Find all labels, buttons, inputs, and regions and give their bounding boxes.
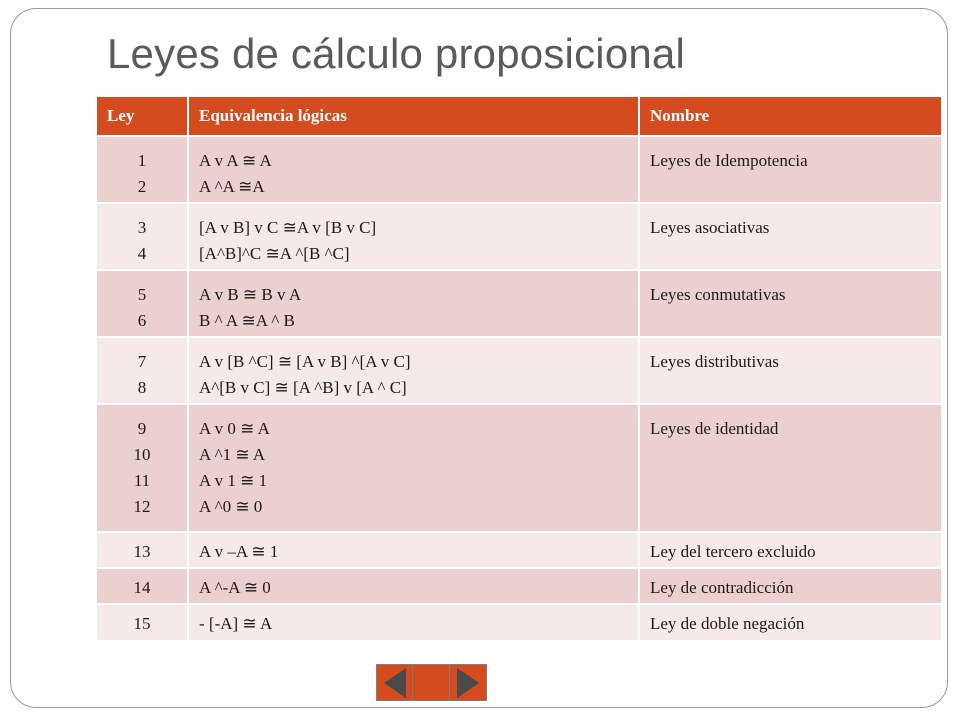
law-number: 7	[137, 352, 147, 371]
next-slide-button[interactable]	[450, 664, 487, 701]
law-name: Leyes distributivas	[639, 337, 941, 404]
law-number: 3	[137, 218, 147, 237]
header-equivalencia: Equivalencia lógicas	[188, 97, 639, 136]
table-header-row	[97, 97, 941, 136]
law-equivalences	[188, 337, 639, 404]
table-row	[97, 270, 941, 337]
previous-slide-button[interactable]	[376, 664, 413, 701]
law-number: 14	[97, 568, 188, 604]
table-row	[97, 203, 941, 270]
law-number: 2	[137, 177, 147, 196]
law-numbers	[97, 203, 188, 270]
header-ley: Ley	[97, 97, 188, 136]
equivalence: A ^1 ≅ A	[199, 445, 266, 464]
table-row	[97, 568, 941, 604]
law-number: 11	[133, 471, 151, 490]
law-numbers	[97, 270, 188, 337]
table-row	[97, 337, 941, 404]
law-name: Leyes de identidad	[639, 404, 941, 532]
law-number: 10	[133, 445, 151, 464]
header-nombre: Nombre	[639, 97, 941, 136]
law-name: Ley de doble negación	[639, 604, 941, 640]
law-number: 6	[137, 311, 147, 330]
equivalence: A v B ≅ B v A	[199, 285, 302, 304]
law-name: Leyes asociativas	[639, 203, 941, 270]
equivalence: A v 1 ≅ 1	[199, 471, 268, 490]
table-row	[97, 136, 941, 203]
law-equivalences	[188, 404, 639, 532]
equivalence: B ^ A ≅A ^ B	[199, 311, 295, 330]
law-numbers	[97, 136, 188, 203]
law-name: Ley del tercero excluido	[639, 532, 941, 568]
slide-navigation	[376, 664, 488, 701]
law-numbers	[97, 404, 188, 532]
law-number: 12	[133, 497, 151, 516]
equivalence: A ^A ≅A	[199, 177, 265, 196]
law-numbers	[97, 337, 188, 404]
equivalence: A^[B v C] ≅ [A ^B] v [A ^ C]	[199, 378, 407, 397]
law-equivalences	[188, 270, 639, 337]
equivalence: A v 0 ≅ A	[199, 419, 270, 438]
law-number: 9	[137, 419, 147, 438]
law-number: 1	[137, 151, 147, 170]
equivalence: [A^B]^C ≅A ^[B ^C]	[199, 244, 350, 263]
law-number: 15	[97, 604, 188, 640]
law-name: Ley de contradicción	[639, 568, 941, 604]
law-equivalences	[188, 136, 639, 203]
law-equivalence: A ^-A ≅ 0	[188, 568, 639, 604]
next-arrow-icon	[457, 668, 479, 698]
previous-arrow-icon	[384, 668, 406, 698]
law-equivalence: A v –A ≅ 1	[188, 532, 639, 568]
law-number: 4	[137, 244, 147, 263]
law-number: 5	[137, 285, 147, 304]
laws-table	[97, 97, 941, 640]
slide-title: Leyes de cálculo proposicional	[107, 30, 686, 77]
law-number: 8	[137, 378, 147, 397]
equivalence: [A v B] v C ≅A v [B v C]	[199, 218, 377, 237]
law-name: Leyes conmutativas	[639, 270, 941, 337]
table-row	[97, 404, 941, 532]
table-row	[97, 604, 941, 640]
home-button[interactable]	[413, 664, 450, 701]
equivalence: A v [B ^C] ≅ [A v B] ^[A v C]	[199, 352, 411, 371]
law-equivalences	[188, 203, 639, 270]
table-row	[97, 532, 941, 568]
equivalence: A v A ≅ A	[199, 151, 272, 170]
law-equivalence: - [-A] ≅ A	[188, 604, 639, 640]
law-number: 13	[97, 532, 188, 568]
law-name: Leyes de Idempotencia	[639, 136, 941, 203]
equivalence: A ^0 ≅ 0	[199, 497, 263, 516]
